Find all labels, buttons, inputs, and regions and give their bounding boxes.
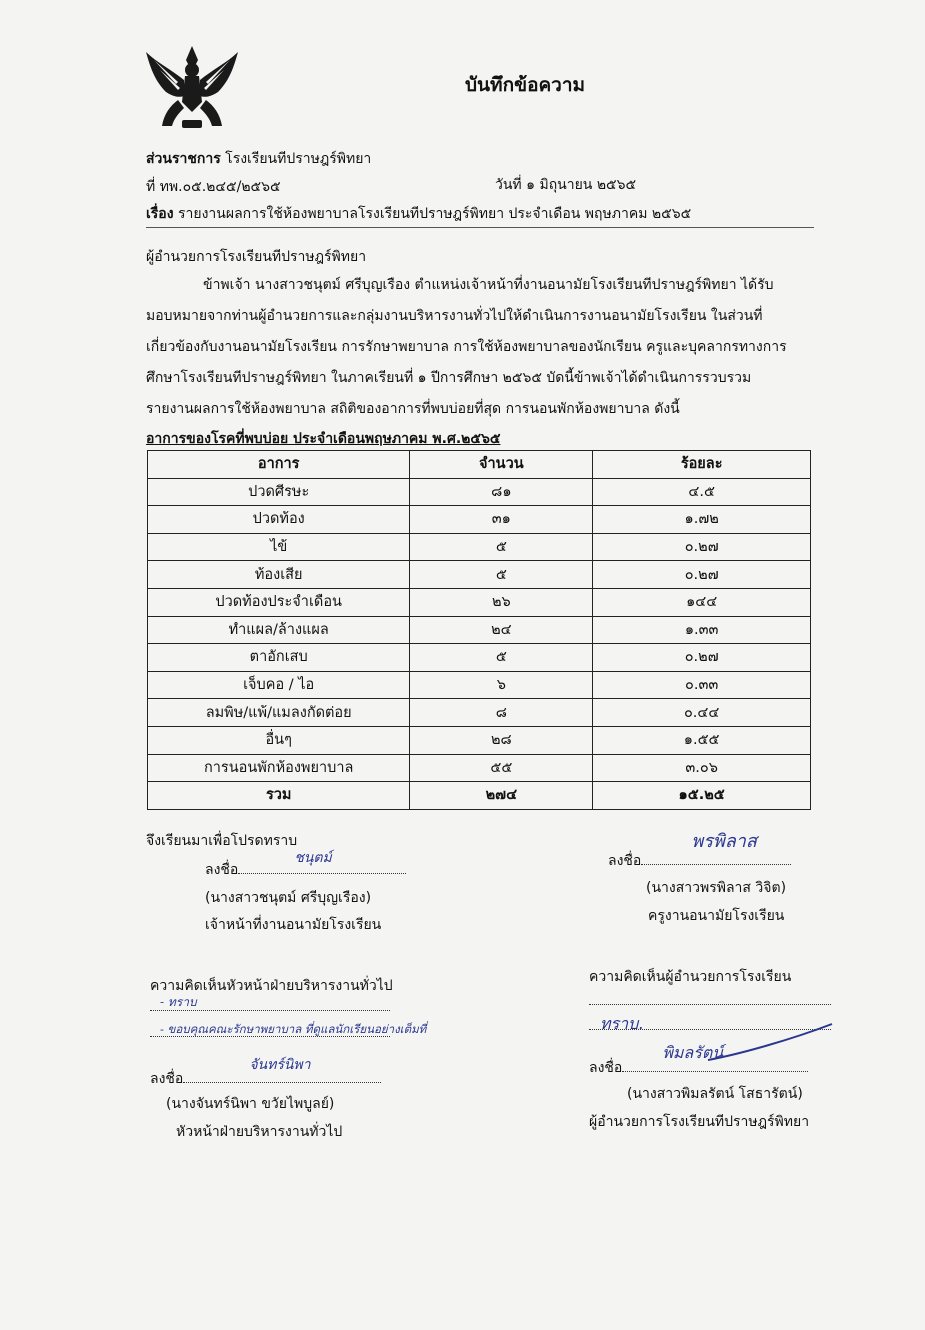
cell-percent: ๐.๔๔ — [593, 699, 811, 727]
opinion-left-note-2: - ขอบคุณคณะรักษาพยาบาล ที่ดูแลนักเรียนอย่างเต็มที่ — [160, 1022, 427, 1036]
date-line — [495, 174, 636, 196]
table-row — [148, 616, 811, 644]
opinion-right-dotline-1 — [589, 1004, 831, 1005]
cell-percent: ๐.๒๗ — [593, 533, 811, 561]
cell-percent: ๐.๒๗ — [593, 644, 811, 672]
table-row — [148, 699, 811, 727]
cell-symptom: อื่นๆ — [148, 726, 410, 754]
cell-percent: ๑.๓๓ — [593, 616, 811, 644]
cell-symptom: ท้องเสีย — [148, 561, 410, 589]
sign-right-line — [608, 831, 791, 872]
sign-left-line — [205, 850, 406, 881]
sign-right-name: (นางสาวพรพิลาส วิจิต) — [646, 880, 787, 896]
table-row — [148, 561, 811, 589]
opinion-right-note-1: ทราบ. — [600, 1014, 644, 1033]
cell-count: ๕ — [410, 644, 593, 672]
cell-percent: ๐.๓๓ — [593, 671, 811, 699]
opinion-right-signature: พิมลรัตน์ — [662, 1043, 724, 1062]
cell-symptom: ลมพิษ/แพ้/แมลงกัดต่อย — [148, 699, 410, 727]
closing-text: จึงเรียนมาเพื่อโปรดทราบ — [146, 833, 298, 849]
opinion-right-name: (นางสาวพิมลรัตน์ โสธารัตน์) — [627, 1086, 803, 1102]
agency-line — [146, 148, 371, 170]
salutation-value: ผู้อำนวยการโรงเรียนทีปราษฎร์พิทยา — [146, 249, 367, 265]
reference-label: ที่ — [146, 179, 156, 195]
table-header-row — [148, 451, 811, 479]
date-value: ๑ มิถุนายน ๒๕๖๕ — [526, 177, 637, 193]
cell-count: ๒๘ — [410, 726, 593, 754]
header-divider — [146, 227, 814, 228]
opinion-right-signature-stroke — [700, 1020, 840, 1070]
cell-percent: ๔.๕ — [593, 478, 811, 506]
cell-count: ๕ — [410, 533, 593, 561]
cell-symptom: ไข้ — [148, 533, 410, 561]
memo-title: บันทึกข้อความ — [465, 74, 586, 96]
body-line-2: มอบหมายจากท่านผู้อำนวยการและกลุ่มงานบริหารงานทั่วไปให้ดำเนินการงานอนามัยโรงเรียน ในส่วนที่ — [146, 308, 763, 324]
sign-right-label: ลงชื่อ — [608, 853, 642, 869]
sign-right-position: ครูงานอนามัยโรงเรียน — [648, 908, 785, 924]
cell-count: ๒๖ — [410, 588, 593, 616]
table-row — [148, 506, 811, 534]
opinion-right-position: ผู้อำนวยการโรงเรียนทีปราษฎร์พิทยา — [589, 1114, 810, 1130]
cell-symptom: เจ็บคอ / ไอ — [148, 671, 410, 699]
cell-percent: ๓.๐๖ — [593, 754, 811, 782]
opinion-left-heading: ความคิดเห็นหัวหน้าฝ่ายบริหารงานทั่วไป — [150, 978, 393, 994]
opinion-right-sign-label: ลงชื่อ — [589, 1060, 623, 1076]
opinion-left-note-1: - ทราบ — [160, 995, 197, 1009]
opinion-left-signature: จันทร์นิพา — [249, 1057, 311, 1073]
cell-count: ๘ — [410, 699, 593, 727]
body-line-3: เกี่ยวข้องกับงานอนามัยโรงเรียน การรักษาพยาบาล การใช้ห้องพยาบาลของนักเรียน ครูและบุคลากรทางการ — [146, 339, 787, 355]
total-percent: ๑๕.๒๕ — [593, 782, 811, 810]
sign-left-label: ลงชื่อ — [205, 862, 239, 878]
cell-percent: ๑.๕๕ — [593, 726, 811, 754]
sign-left-name: (นางสาวชนุตม์ ศรีบุญเรือง) — [205, 890, 372, 906]
subject-label: เรื่อง — [146, 206, 174, 222]
sign-left-signature: ชนุตม์ — [294, 850, 332, 866]
reference-line — [146, 176, 281, 198]
cell-count: ๕๕ — [410, 754, 593, 782]
body-line-1: ข้าพเจ้า นางสาวชนุตม์ ศรีบุญเรือง ตำแหน่งเจ้าหน้าที่งานอนามัยโรงเรียนทีปราษฎร์พิทยา ได้รับ — [203, 277, 774, 293]
table-row — [148, 726, 811, 754]
opinion-left-name: (นางจันทร์นิพา ขวัยไพบูลย์) — [166, 1096, 335, 1112]
cell-count: ๒๔ — [410, 616, 593, 644]
table-row — [148, 671, 811, 699]
cell-count: ๕ — [410, 561, 593, 589]
agency-label: ส่วนราชการ — [146, 151, 221, 167]
table-total-row — [148, 782, 811, 810]
cell-symptom: ปวดท้อง — [148, 506, 410, 534]
body-line-5: รายงานผลการใช้ห้องพยาบาล สถิติของอาการที่พบบ่อยที่สุด การนอนพักห้องพยาบาล ดังนี้ — [146, 401, 680, 417]
cell-percent: ๑๔๔ — [593, 588, 811, 616]
salutation-line — [146, 246, 366, 268]
agency-value: โรงเรียนทีปราษฎร์พิทยา — [225, 151, 372, 167]
cell-count: ๖ — [410, 671, 593, 699]
cell-percent: ๐.๒๗ — [593, 561, 811, 589]
cell-symptom: ทำแผล/ล้างแผล — [148, 616, 410, 644]
cell-count: ๘๑ — [410, 478, 593, 506]
table-row — [148, 533, 811, 561]
cell-symptom: ปวดศีรษะ — [148, 478, 410, 506]
table-row — [148, 754, 811, 782]
table-heading: อาการของโรคที่พบบ่อย ประจำเดือนพฤษภาคม พ.ศ.๒๕๖๕ — [146, 431, 501, 447]
garuda-emblem-logo — [142, 40, 242, 132]
header-symptom: อาการ — [148, 451, 410, 479]
reference-value: ทพ.๐๕.๒๔๕/๒๕๖๕ — [159, 179, 281, 195]
cell-count: ๓๑ — [410, 506, 593, 534]
total-label: รวม — [148, 782, 410, 810]
symptom-table — [147, 450, 811, 810]
date-label: วันที่ — [495, 177, 522, 193]
opinion-left-position: หัวหน้าฝ่ายบริหารงานทั่วไป — [176, 1124, 343, 1140]
cell-symptom: ปวดท้องประจำเดือน — [148, 588, 410, 616]
cell-symptom: ตาอักเสบ — [148, 644, 410, 672]
body-line-4: ศึกษาโรงเรียนทีปราษฎร์พิทยา ในภาคเรียนที่ ๑ ปีการศึกษา ๒๕๖๕ บัดนี้ข้าพเจ้าได้ดำเนินการรวบรวม — [146, 370, 752, 386]
table-row — [148, 644, 811, 672]
cell-percent: ๑.๗๒ — [593, 506, 811, 534]
opinion-right-heading: ความคิดเห็นผู้อำนวยการโรงเรียน — [589, 969, 792, 985]
total-count: ๒๗๔ — [410, 782, 593, 810]
header-percent: ร้อยละ — [593, 451, 811, 479]
subject-value: รายงานผลการใช้ห้องพยาบาลโรงเรียนทีปราษฎร์พิทยา ประจำเดือน พฤษภาคม ๒๕๖๕ — [178, 206, 692, 222]
cell-symptom: การนอนพักห้องพยาบาล — [148, 754, 410, 782]
table-row — [148, 588, 811, 616]
sign-right-signature: พรพิลาส — [691, 831, 757, 852]
opinion-left-sign-line — [150, 1057, 381, 1090]
opinion-left-sign-label: ลงชื่อ — [150, 1071, 184, 1087]
header-count: จำนวน — [410, 451, 593, 479]
sign-left-position: เจ้าหน้าที่งานอนามัยโรงเรียน — [205, 917, 382, 933]
table-row — [148, 478, 811, 506]
subject-line — [146, 203, 691, 225]
